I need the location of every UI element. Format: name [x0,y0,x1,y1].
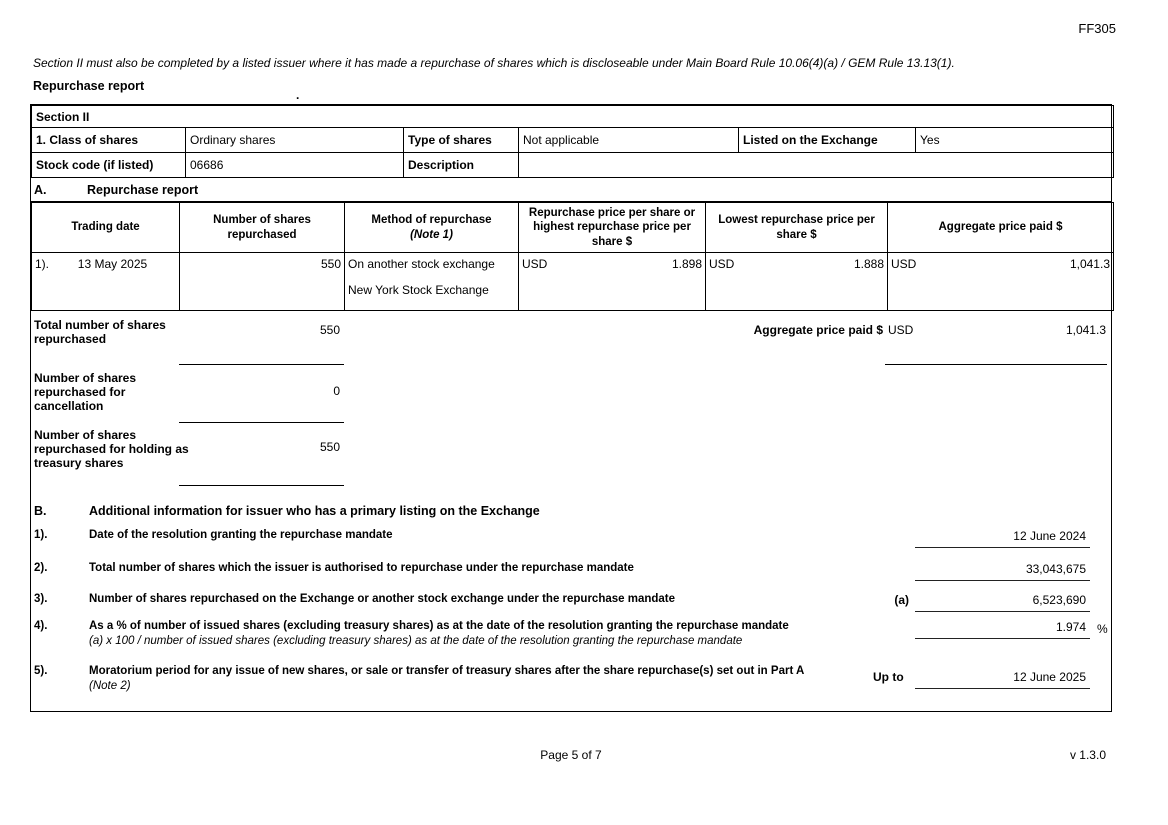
page-title: Repurchase report [33,79,145,93]
item5-text: Moratorium period for any issue of new shares, or sale or transfer of treasury shares after the share repurchase(s) set out in Part A [89,665,805,677]
totals-section [31,311,1111,496]
stock-code-value: 06686 [186,153,404,178]
item4-value: 1.974 [915,620,1090,639]
item3-a-marker: (a) [894,593,909,607]
section-a-letter: A. [34,182,47,197]
cell-price-low [706,253,888,311]
class-of-shares-label: 1. Class of shares [32,128,186,153]
aggregate-value: 1,041.3 [1069,257,1110,271]
cancellation-shares-underline [179,422,344,423]
item4-number: 4). [34,620,48,632]
stock-code-label: Stock code (if listed) [32,153,186,178]
col-shares-repurchased: Number of shares repurchased [180,203,345,253]
report-form-box [30,104,1112,712]
section2-instruction: Section II must also be completed by a listed issuer where it has made a repurchase of shares which is discloseable under Main Board Rule 10.06(4)(a) / GEM Rule 13.13(1). [33,56,955,70]
section-a-heading [31,178,1111,202]
aggregate-paid-currency: USD [888,323,914,337]
treasury-shares-label: Number of shares repurchased for holding as treasury shares [34,428,189,471]
price-high-value: 1.898 [671,257,702,271]
section-b-letter: B. [34,504,47,518]
item4-formula-note: (a) x 100 / number of issued shares (excluding treasury shares) as at the date of the resolution granting the repurchase mandate [89,635,743,647]
footer-version: v 1.3.0 [1069,748,1106,762]
section2-table [31,105,1114,178]
treasury-shares-underline [179,485,344,486]
aggregate-paid-value: 1,041.3 [1065,323,1106,337]
item2-text: Total number of shares which the issuer is authorised to repurchase under the repurchase mandate [89,562,634,574]
type-of-shares-value: Not applicable [519,128,739,153]
cell-price-high [519,253,706,311]
shares-repurchased-value: 550 [180,253,345,311]
item5-note2: (Note 2) [89,680,131,692]
description-value [519,153,1114,178]
aggregate-paid-label: Aggregate price paid $ [753,323,883,337]
total-shares-label: Total number of shares repurchased [34,318,166,347]
total-shares-value: 550 [319,323,340,337]
item1-text: Date of the resolution granting the repurchase mandate [89,529,393,541]
stray-mark: . [296,88,300,102]
cell-aggregate-paid [888,253,1114,311]
item3-number: 3). [34,593,48,605]
listed-on-exchange-value: Yes [916,128,1114,153]
form-code: FF305 [1078,21,1116,36]
section2-header: Section II [32,106,1114,128]
aggregate-currency: USD [891,257,917,271]
col-price-low: Lowest repurchase price per share $ [706,203,888,253]
cell-method [345,253,519,311]
repurchase-row [32,253,1114,311]
col-method-label: Method of repurchase [371,214,492,227]
col-trading-date: Trading date [32,203,180,253]
item3-text: Number of shares repurchased on the Exchange or another stock exchange under the repurchase mandate [89,593,676,605]
type-of-shares-label: Type of shares [404,128,519,153]
class-of-shares-value: Ordinary shares [186,128,404,153]
method-exchange-name: New York Stock Exchange [348,283,489,297]
item1-number: 1). [34,529,48,541]
item4-percent-sign: % [1097,622,1108,636]
aggregate-paid-pair [888,323,1106,337]
col-method-note: (Note 1) [410,228,453,241]
treasury-shares-value: 550 [319,440,340,454]
col-price-high: Repurchase price per share or highest repurchase price per share $ [519,203,706,253]
listed-on-exchange-label: Listed on the Exchange [739,128,916,153]
price-low-value: 1.888 [853,257,884,271]
item1-value: 12 June 2024 [915,529,1090,548]
cancellation-shares-label: Number of shares repurchased for cancellation [34,371,137,414]
cancellation-shares-value: 0 [333,384,340,398]
item5-upto-label: Up to [873,670,904,684]
item5-value: 12 June 2025 [915,670,1090,689]
row-number: 1). [35,257,50,271]
item3-value: 6,523,690 [915,593,1090,612]
description-label: Description [404,153,519,178]
footer-page-number: Page 5 of 7 [540,748,602,762]
item2-value: 33,043,675 [915,562,1090,581]
section-a-title: Repurchase report [87,182,199,197]
total-shares-underline [179,364,344,365]
trading-date-value: 13 May 2025 [77,257,148,271]
repurchase-table [31,202,1114,311]
item4-text: As a % of number of issued shares (excluding treasury shares) as at the date of the resolution granting the repurchase mandate [89,620,789,632]
item5-number: 5). [34,665,48,677]
cell-trading-date [32,253,180,311]
section-b-title: Additional information for issuer who has a primary listing on the Exchange [89,504,540,518]
price-low-currency: USD [709,257,735,271]
item2-number: 2). [34,562,48,574]
price-high-currency: USD [522,257,548,271]
section-b [31,496,1111,711]
aggregate-paid-underline [885,364,1107,365]
col-aggregate-paid: Aggregate price paid $ [888,203,1114,253]
col-method [345,203,519,253]
method-value: On another stock exchange [348,257,495,271]
